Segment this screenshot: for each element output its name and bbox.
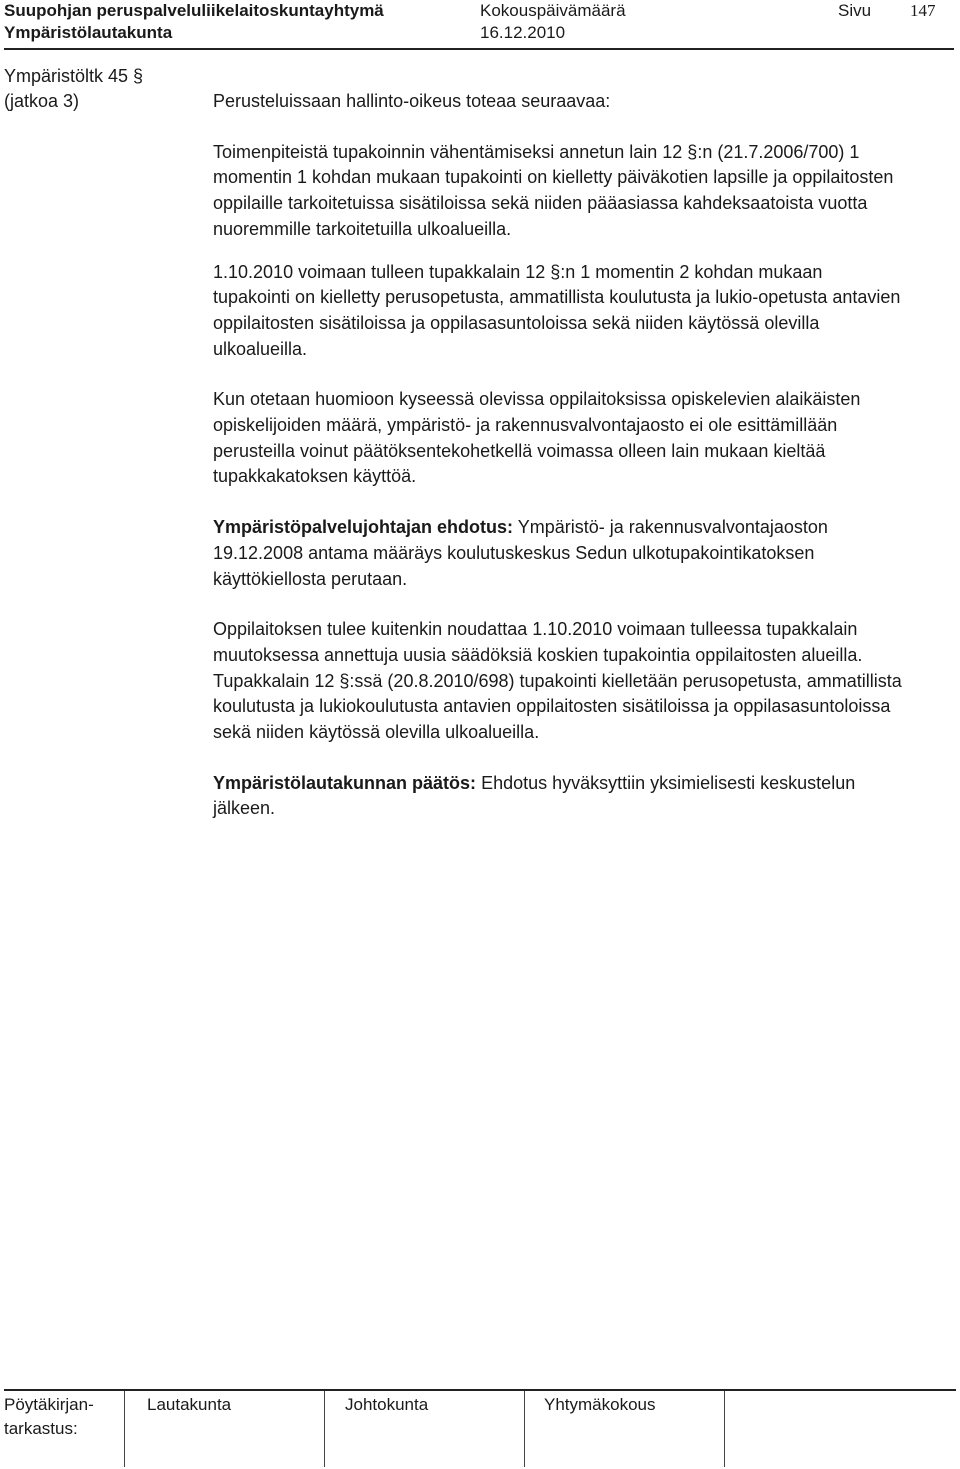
decision-text: Ehdotus hyväksyttiin yksimielisesti keskustelun jälkeen. <box>213 772 856 819</box>
document-footer <box>0 1389 960 1469</box>
footer-review-label: Pöytäkirjan-tarkastus: <box>4 1395 94 1438</box>
footer-rule <box>4 1389 956 1391</box>
intro-paragraph: Perusteluissaan hallinto-oikeus toteaa seuraavaa: <box>213 91 611 111</box>
footer-management-label: Johtokunta <box>345 1395 429 1414</box>
document-header <box>4 0 954 50</box>
section-number: Ympäristöltk 45 § <box>4 66 144 86</box>
decision-label: Ympäristölautakunnan päätös: <box>213 772 477 793</box>
organization-name: Suupohjan peruspalveluliikelaitoskuntayhtymä <box>4 1 384 20</box>
meeting-date-label: Kokouspäivämäärä <box>480 1 626 20</box>
footer-board-label: Lautakunta <box>147 1395 232 1414</box>
page-number: 147 <box>910 1 936 20</box>
instruction-paragraph: Oppilaitoksen tulee kuitenkin noudattaa 1.10.2010 voimaan tulleessa tupakkalain muutoksessa annettuja uusia säädöksiä koskien tupakointia oppilaitosten alueilla. Tupakkalain 12 §:ssä (20.8.2010/698) tupakointi kielletään perusopetusta, ammatillista koulutusta ja lukiokoulutusta antavien oppilaitosten sisätiloissa ja oppilasasuntoloissa sekä niiden käytössä olevilla ulkoalueilla. <box>213 619 902 743</box>
assessment-paragraph: Kun otetaan huomioon kyseessä olevissa oppilaitoksissa opiskelevien alaikäisten opiskelijoiden määrä, ympäristö- ja rakennusvalvontajaosto ei ole esittämillään perusteilla voinut päätöksentekohetkellä voimassa olleen lain mukaan kieltää tupakkakatoksen käyttöä. <box>213 389 861 487</box>
proposal-paragraph <box>213 515 903 592</box>
law-paragraph-2: 1.10.2010 voimaan tulleen tupakkalain 12 §:n 1 momentin 2 kohdan mukaan tupakointi on kielletty perusopetusta, ammatillista koulutusta ja lukio-opetusta antavien oppilaitosten sisätiloissa ja oppilasasuntoloissa sekä niiden käytössä olevilla ulkoalueilla. <box>213 261 901 359</box>
proposal-text: Ympäristö- ja rakennusvalvontajaoston 19.12.2008 antama määräys koulutuskeskus Sedun ulkotupakointikatoksen käyttökiellosta perutaan. <box>213 517 828 589</box>
footer-assembly-label: Yhtymäkokous <box>544 1395 656 1414</box>
proposal-label: Ympäristöpalvelujohtajan ehdotus: <box>213 517 514 538</box>
law-paragraph-1: Toimenpiteistä tupakoinnin vähentämiseksi annetun lain 12 §:n (21.7.2006/700) 1 momentin 1 kohdan mukaan tupakointi on kielletty päiväkotien lapsille ja oppilaitosten oppilaille tarkoitetuissa sisätiloissa sekä niiden pääasiassa kahdeksaatoista vuotta nuoremmille tarkoitetuilla ulkoalueilla. <box>213 141 894 239</box>
page-label: Sivu <box>838 1 872 20</box>
footer-divider <box>724 1391 725 1467</box>
section-identifier <box>4 64 143 114</box>
footer-divider <box>324 1391 325 1467</box>
section-continuation: (jatkoa 3) <box>4 91 80 111</box>
meeting-date: 16.12.2010 <box>480 23 566 42</box>
decision-paragraph <box>213 771 903 822</box>
footer-divider <box>524 1391 525 1467</box>
committee-name: Ympäristölautakunta <box>4 23 173 42</box>
document-body <box>213 89 903 847</box>
footer-divider <box>124 1391 125 1467</box>
